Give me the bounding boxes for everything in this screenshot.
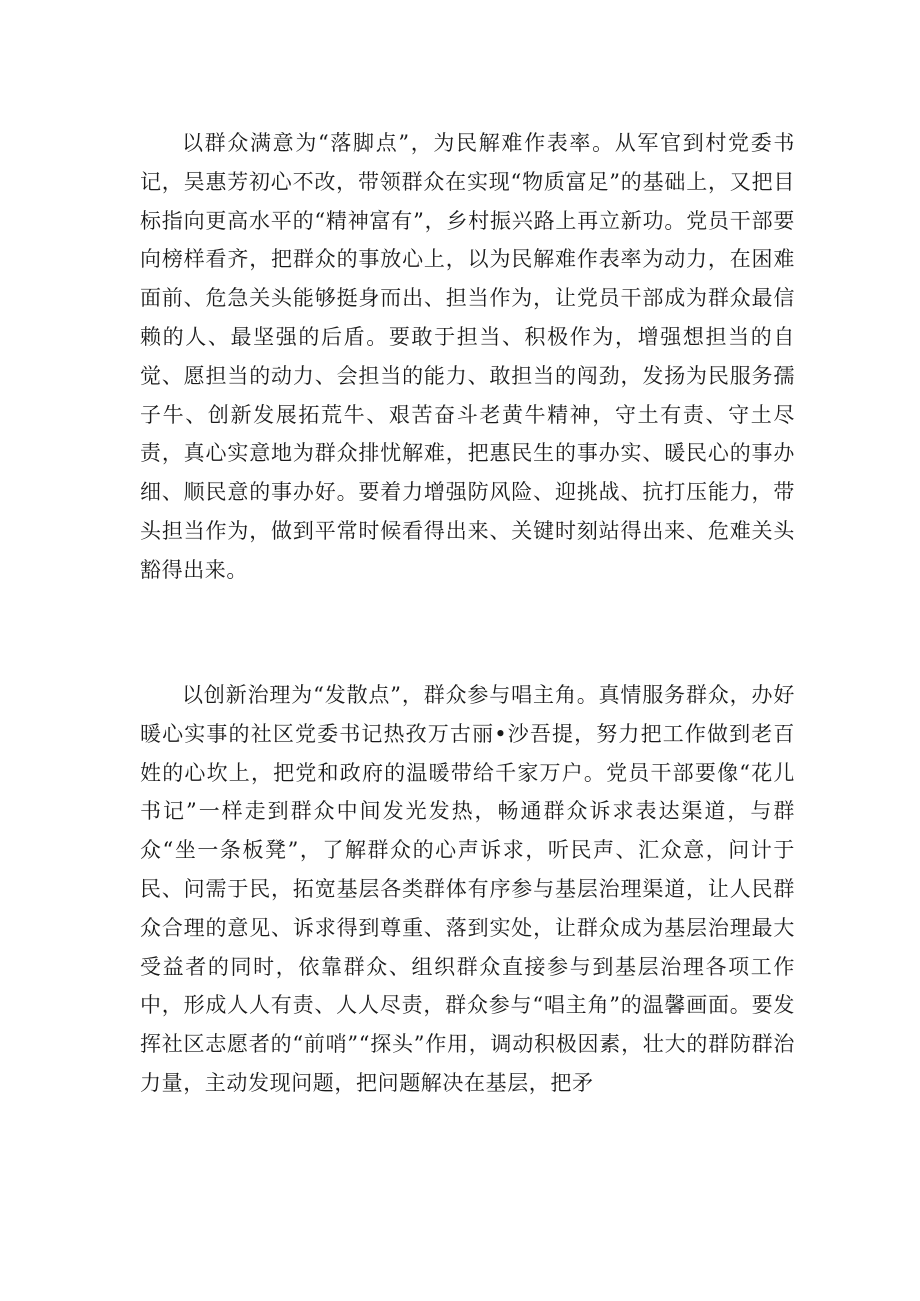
paragraph-innovative-governance: 以创新治理为“发散点”，群众参与唱主角。真情服务群众，办好暖心实事的社区党委书记热孜万古丽•沙吾提，努力把工作做到老百姓的心坎上，把党和政府的温暖带给千家万户。党员干部要像“花儿书记”一样走到群众中间发光发热，畅通群众诉求表达渠道，与群众“坐一条板凳”，了解群众的心声诉求，听民声、汇众意，问计于民、问需于民，拓宽基层各类群体有序参与基层治理渠道，让人民群众合理的意见、诉求得到尊重、落到实处，让群众成为基层治理最大受益者的同时，依靠群众、组织群众直接参与到基层治理各项工作中，形成人人有责、人人尽责，群众参与“唱主角”的温馨画面。要发挥社区志愿者的“前哨”“探头”作用，调动积极因素，壮大的群防群治力量，主动发现问题，把问题解决在基层，把矛 — [140, 683, 795, 1095]
paragraph-grassroots-satisfaction: 以群众满意为“落脚点”，为民解难作表率。从军官到村党委书记，吴惠芳初心不改，带领群众在实现“物质富足”的基础上，又把目标指向更高水平的“精神富有”，乡村振兴路上再立新功。党员干部要向榜样看齐，把群众的事放心上，以为民解难作表率为动力，在困难面前、危急关头能够挺身而出、担当作为，让党员干部成为群众最信赖的人、最坚强的后盾。要敢于担当、积极作为，增强想担当的自觉、愿担当的动力、会担当的能力、敢担当的闯劲，发扬为民服务孺子牛、创新发展拓荒牛、艰苦奋斗老黄牛精神，守土有责、守土尽责，真心实意地为群众排忧解难，把惠民生的事办实、暖民心的事办细、顺民意的事办好。要着力增强防风险、迎挑战、抗打压能力，带头担当作为，做到平常时候看得出来、关键时刻站得出来、危难关头豁得出来。 — [140, 131, 795, 582]
